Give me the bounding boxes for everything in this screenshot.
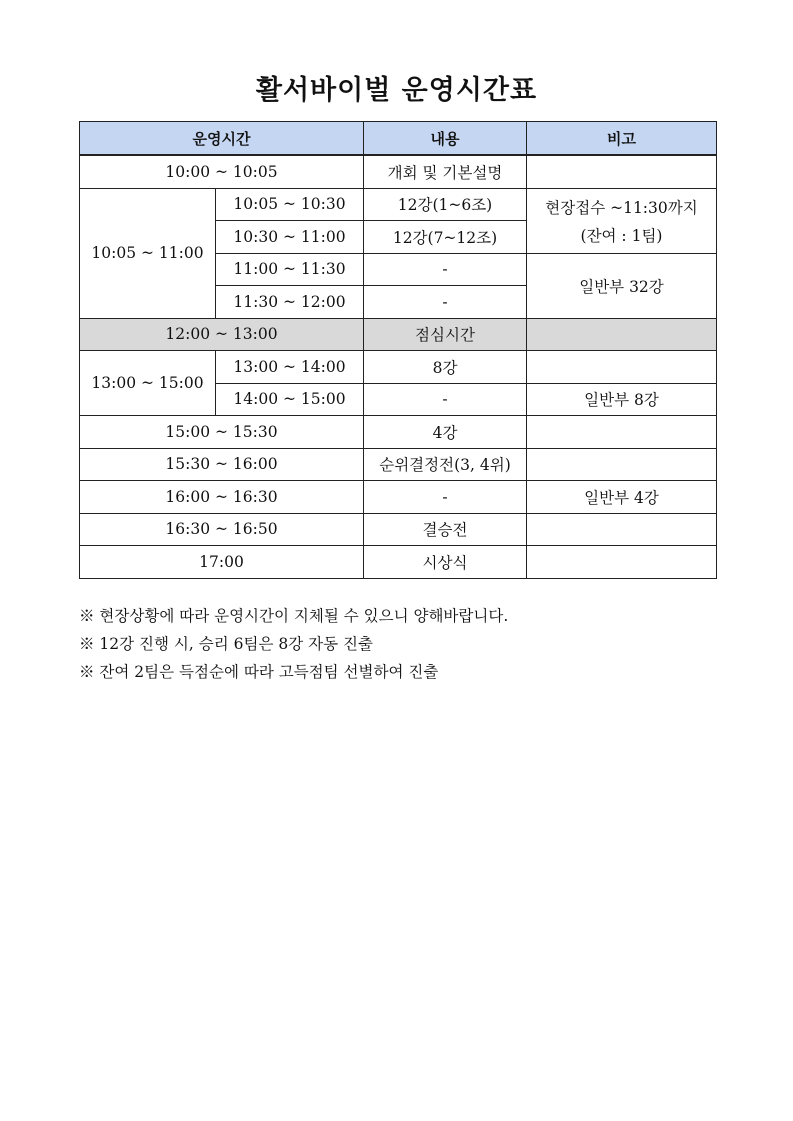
content-cell: 8강	[364, 351, 527, 384]
table-row	[80, 416, 717, 449]
remark-cell: 일반부 8강	[527, 383, 717, 416]
table-row	[80, 546, 717, 579]
remark-cell	[527, 155, 717, 188]
content-cell: 12강(1~6조)	[364, 188, 527, 221]
remark-cell	[527, 448, 717, 481]
table-row	[80, 448, 717, 481]
table-row	[80, 351, 717, 384]
group-time-cell: 13:00 ~ 15:00	[80, 351, 216, 416]
table-row	[80, 155, 717, 188]
table-row	[80, 481, 717, 514]
time-cell: 11:00 ~ 11:30	[216, 253, 364, 286]
content-cell: 점심시간	[364, 318, 527, 351]
note-line: ※ 잔여 2팀은 득점순에 따라 고득점팀 선별하여 진출	[79, 663, 439, 681]
content-cell: 시상식	[364, 546, 527, 579]
time-cell: 15:30 ~ 16:00	[80, 448, 364, 481]
time-cell: 16:30 ~ 16:50	[80, 513, 364, 546]
header-content: 내용	[364, 122, 527, 156]
page-title: 활서바이벌 운영시간표	[255, 75, 538, 106]
note-line: ※ 12강 진행 시, 승리 6팀은 8강 자동 진출	[79, 635, 373, 653]
content-cell: 개회 및 기본설명	[364, 155, 527, 188]
notes-section	[79, 602, 508, 686]
schedule-table	[79, 121, 717, 579]
content-cell: 결승전	[364, 513, 527, 546]
remark-cell	[527, 188, 717, 253]
table-row-lunch	[80, 318, 717, 351]
remark-cell	[527, 416, 717, 449]
remark-cell	[527, 351, 717, 384]
table-header-row	[80, 122, 717, 156]
content-cell: 12강(7~12조)	[364, 221, 527, 254]
time-cell: 17:00	[80, 546, 364, 579]
time-cell: 10:05 ~ 10:30	[216, 188, 364, 221]
remark-cell	[527, 546, 717, 579]
remark-cell	[527, 513, 717, 546]
note-line: ※ 현장상황에 따라 운영시간이 지체될 수 있으니 양해바랍니다.	[79, 607, 509, 625]
time-cell: 11:30 ~ 12:00	[216, 286, 364, 319]
header-time: 운영시간	[80, 122, 364, 156]
table-row	[80, 188, 717, 221]
remark-cell: 일반부 32강	[527, 253, 717, 318]
table-row	[80, 513, 717, 546]
header-remark: 비고	[527, 122, 717, 156]
time-cell: 16:00 ~ 16:30	[80, 481, 364, 514]
time-cell: 15:00 ~ 15:30	[80, 416, 364, 449]
group-time-cell: 10:05 ~ 11:00	[80, 188, 216, 318]
content-cell: -	[364, 253, 527, 286]
time-cell: 12:00 ~ 13:00	[80, 318, 364, 351]
content-cell: -	[364, 286, 527, 319]
remark-line: (잔여 : 1팀)	[580, 226, 663, 245]
content-cell: 순위결정전(3, 4위)	[364, 448, 527, 481]
time-cell: 13:00 ~ 14:00	[216, 351, 364, 384]
remark-cell: 일반부 4강	[527, 481, 717, 514]
time-cell: 14:00 ~ 15:00	[216, 383, 364, 416]
content-cell: 4강	[364, 416, 527, 449]
time-cell: 10:30 ~ 11:00	[216, 221, 364, 254]
remark-line: 현장접수 ~11:30까지	[545, 198, 698, 217]
content-cell: -	[364, 481, 527, 514]
content-cell: -	[364, 383, 527, 416]
time-cell: 10:00 ~ 10:05	[80, 155, 364, 188]
remark-cell	[527, 318, 717, 351]
